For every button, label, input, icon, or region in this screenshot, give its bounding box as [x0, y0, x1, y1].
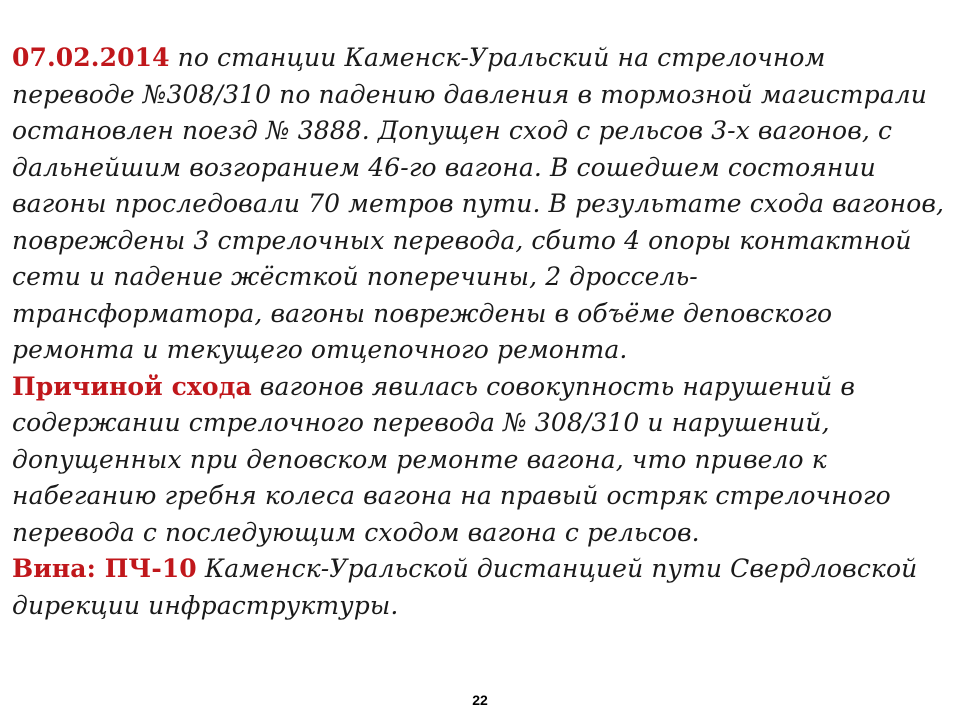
cause-description: вагонов явилась совокупность нарушений в содержании стрелочного перевода № 308/310 и нарушений, допущенных при деповском ремонте вагона, что привело к набеганию гребня колеса вагона на правый остряк стрелочного перевода с последующим сходом вагона с рельсов.	[12, 371, 891, 547]
incident-description: по станции Каменск-Уральский на стрелочном переводе №308/310 по падению давления в тормозной магистрали остановлен поезд № 3888. Допущен сход с рельсов 3-х вагонов, с дальнейшим возгоранием 46-го вагона. В сошедшем состоянии вагоны проследовали 70 метров пути. В результате схода вагонов, повреждены 3 стрелочных перевода, сбито 4 опоры контактной сети и падение жёсткой поперечины, 2 дроссель-трансформатора, вагоны повреждены в объёме деповского ремонта и текущего отцепочного ремонта.	[12, 43, 945, 364]
blame-paragraph	[12, 551, 948, 624]
slide-content	[12, 40, 948, 624]
incident-paragraph	[12, 40, 948, 369]
cause-heading: Причиной схода	[12, 371, 252, 401]
cause-paragraph	[12, 369, 948, 552]
blame-description: Каменск-Уральской дистанцией пути Свердловской дирекции инфраструктуры.	[12, 554, 918, 620]
page-number: 22	[472, 692, 488, 708]
incident-date: 07.02.2014	[12, 43, 170, 72]
blame-heading: Вина: ПЧ-10	[12, 554, 197, 583]
